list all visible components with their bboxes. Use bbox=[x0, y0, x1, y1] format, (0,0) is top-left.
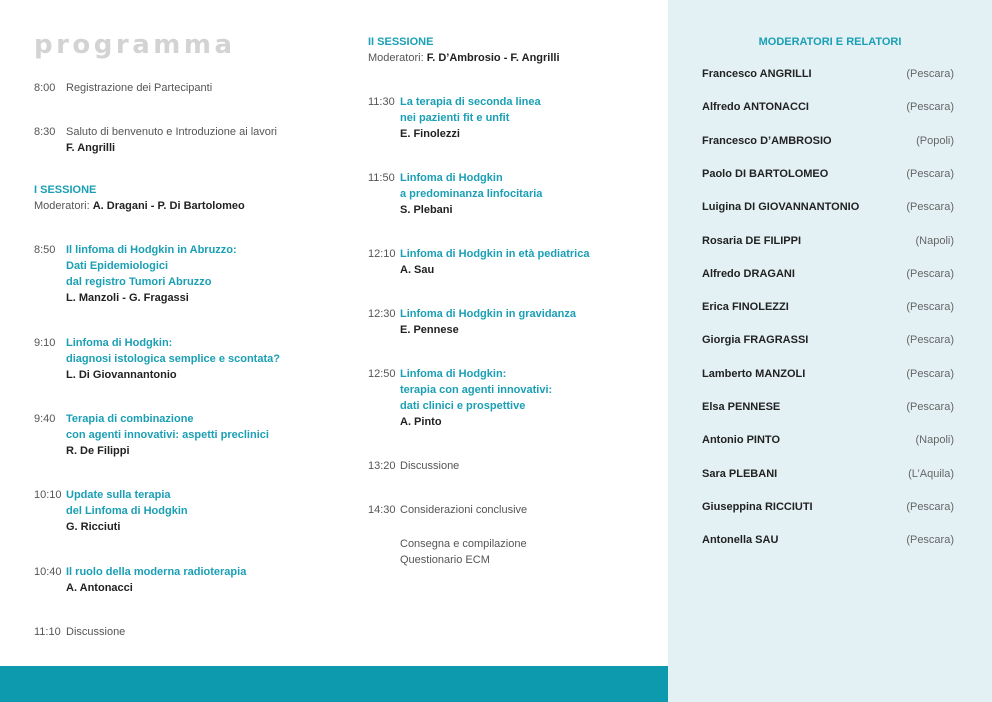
talk-title: diagnosi istologica semplice e scontata? bbox=[66, 353, 280, 365]
speaker-city: (Pescara) bbox=[906, 201, 954, 214]
talk-title: La terapia di seconda linea bbox=[400, 96, 541, 108]
item-time: 8:50 bbox=[34, 244, 56, 256]
speaker-name: Rosaria DE FILIPPI bbox=[702, 234, 802, 247]
item-time: 12:50 bbox=[368, 368, 396, 380]
speaker-city: (Pescara) bbox=[906, 68, 954, 80]
speaker-row bbox=[702, 399, 954, 415]
session-1-header bbox=[34, 182, 245, 214]
item-text: Discussione bbox=[400, 460, 460, 472]
item-text: Saluto di benvenuto e Introduzione ai lavori bbox=[66, 126, 277, 138]
item-time: 10:10 bbox=[34, 489, 62, 501]
speaker-name: Antonio PINTO bbox=[702, 434, 781, 447]
speaker-row bbox=[702, 133, 954, 149]
speaker-city: (Pescara) bbox=[906, 534, 954, 547]
speaker-city: (Pescara) bbox=[906, 401, 954, 413]
speaker-row bbox=[702, 99, 954, 115]
program-title: programma bbox=[34, 30, 236, 60]
ecm-line: Consegna e compilazione bbox=[400, 538, 527, 550]
item-text: Registrazione dei Partecipanti bbox=[66, 82, 213, 94]
item-time: 12:10 bbox=[368, 248, 396, 260]
moderators-label: Moderatori: bbox=[34, 200, 90, 212]
talk-title: Linfoma di Hodgkin bbox=[400, 172, 503, 184]
item-speaker: S. Plebani bbox=[400, 204, 453, 216]
speaker-name: Alfredo DRAGANI bbox=[702, 267, 795, 280]
item-time: 14:30 bbox=[368, 504, 396, 516]
session-moderators bbox=[34, 198, 245, 214]
speaker-city: (Napoli) bbox=[915, 434, 954, 447]
item-time: 9:40 bbox=[34, 413, 56, 425]
talk-title: dati clinici e prospettive bbox=[400, 400, 526, 412]
speaker-name: Alfredo ANTONACCI bbox=[702, 101, 809, 114]
item-time: 11:10 bbox=[34, 626, 61, 638]
speaker-row bbox=[702, 499, 954, 515]
speaker-name: Antonella SAU bbox=[702, 534, 779, 547]
talk-title: nei pazienti fit e unfit bbox=[400, 112, 510, 124]
talk-title: Il ruolo della moderna radioterapia bbox=[66, 566, 247, 578]
speaker-name: Erica FINOLEZZI bbox=[702, 301, 789, 314]
speaker-city: (Pescara) bbox=[906, 500, 954, 513]
item-speaker: G. Ricciuti bbox=[66, 521, 121, 533]
talk-title: del Linfoma di Hodgkin bbox=[66, 505, 188, 517]
speaker-name: Francesco D’AMBROSIO bbox=[702, 134, 832, 147]
panel-title: MODERATORI E RELATORI bbox=[758, 36, 902, 48]
talk-title: Update sulla terapia bbox=[66, 489, 171, 501]
talk-title: Linfoma di Hodgkin: bbox=[66, 337, 173, 349]
session-moderators bbox=[368, 50, 560, 66]
speaker-row bbox=[702, 233, 954, 249]
talk-title: Terapia di combinazione bbox=[66, 413, 194, 425]
speaker-city: (Pescara) bbox=[906, 101, 954, 114]
item-speaker: F. Angrilli bbox=[66, 142, 116, 154]
speaker-name: Sara PLEBANI bbox=[702, 467, 778, 480]
item-time: 11:50 bbox=[368, 172, 395, 184]
item-time: 10:40 bbox=[34, 566, 62, 578]
talk-title: Linfoma di Hodgkin: bbox=[400, 368, 507, 380]
speaker-name: Luigina DI GIOVANNANTONIO bbox=[702, 201, 860, 214]
speaker-name: Paolo DI BARTOLOMEO bbox=[702, 167, 829, 180]
speaker-name: Elsa PENNESE bbox=[702, 401, 781, 413]
item-speaker: A. Sau bbox=[400, 264, 435, 276]
speaker-city: (Pescara) bbox=[906, 267, 954, 280]
item-speaker: L. Di Giovannantonio bbox=[66, 369, 177, 381]
item-text: Considerazioni conclusive bbox=[400, 504, 528, 516]
speaker-city: (L’Aquila) bbox=[908, 467, 954, 480]
speakers-panel bbox=[668, 0, 992, 702]
speaker-city: (Popoli) bbox=[916, 134, 954, 147]
item-time: 13:20 bbox=[368, 460, 396, 472]
speaker-city: (Pescara) bbox=[906, 167, 954, 180]
talk-title: Linfoma di Hodgkin in età pediatrica bbox=[400, 248, 590, 260]
speaker-row bbox=[702, 299, 954, 315]
item-speaker: E. Pennese bbox=[400, 324, 459, 336]
talk-title: a predominanza linfocitaria bbox=[400, 188, 543, 200]
moderators-label: Moderatori: bbox=[368, 52, 424, 64]
speaker-city: (Napoli) bbox=[915, 234, 954, 247]
talk-title: terapia con agenti innovativi: bbox=[400, 384, 553, 396]
item-speaker: E. Finolezzi bbox=[400, 128, 460, 140]
session-title: II SESSIONE bbox=[368, 36, 434, 48]
item-speaker: A. Pinto bbox=[400, 416, 442, 428]
speaker-city: (Pescara) bbox=[906, 334, 954, 347]
speaker-row bbox=[702, 166, 954, 182]
talk-title: Dati Epidemiologici bbox=[66, 260, 169, 272]
bottom-bar bbox=[0, 666, 668, 702]
item-time: 12:30 bbox=[368, 308, 396, 320]
moderators-names: F. D’Ambrosio - F. Angrilli bbox=[426, 52, 560, 64]
item-speaker: A. Antonacci bbox=[66, 582, 133, 594]
speaker-name: Lamberto MANZOLI bbox=[702, 367, 806, 380]
item-speaker: L. Manzoli - G. Fragassi bbox=[66, 292, 189, 304]
speaker-city: (Pescara) bbox=[906, 367, 954, 380]
ecm-line: Questionario ECM bbox=[400, 554, 490, 566]
talk-title: con agenti innovativi: aspetti preclinici bbox=[66, 429, 269, 441]
speaker-name: Giorgia FRAGRASSI bbox=[702, 334, 809, 347]
speaker-city: (Pescara) bbox=[906, 301, 954, 314]
item-time: 11:30 bbox=[368, 96, 395, 108]
speaker-name: Francesco ANGRILLI bbox=[702, 68, 812, 80]
item-text: Discussione bbox=[66, 626, 126, 638]
item-speaker: R. De Filippi bbox=[66, 445, 130, 457]
speaker-row bbox=[702, 199, 954, 215]
session-2-header bbox=[368, 34, 560, 66]
speaker-row bbox=[702, 66, 954, 82]
item-time: 9:10 bbox=[34, 337, 56, 349]
speaker-row bbox=[702, 366, 954, 382]
item-time: 8:30 bbox=[34, 126, 56, 138]
item-time: 8:00 bbox=[34, 82, 56, 94]
moderators-names: A. Dragani - P. Di Bartolomeo bbox=[92, 200, 245, 212]
talk-title: dal registro Tumori Abruzzo bbox=[66, 276, 212, 288]
talk-title: Il linfoma di Hodgkin in Abruzzo: bbox=[66, 244, 237, 256]
speaker-row bbox=[702, 466, 954, 482]
speaker-row bbox=[702, 266, 954, 282]
speaker-row bbox=[702, 432, 954, 448]
speaker-row bbox=[702, 332, 954, 348]
session-title: I SESSIONE bbox=[34, 184, 97, 196]
talk-title: Linfoma di Hodgkin in gravidanza bbox=[400, 308, 577, 320]
speaker-name: Giuseppina RICCIUTI bbox=[702, 500, 813, 513]
speaker-row bbox=[702, 532, 954, 548]
